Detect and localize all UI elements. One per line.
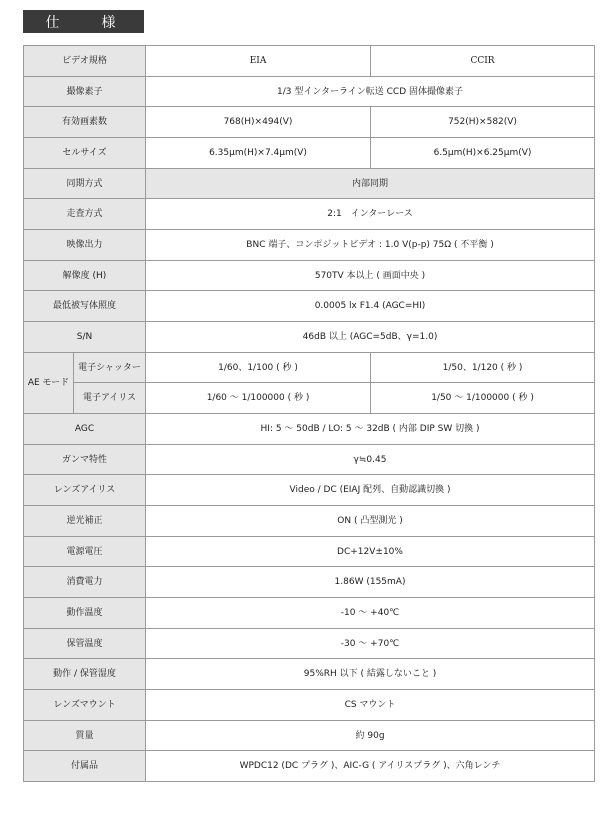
row-value-gamma: γ≒0.45 bbox=[146, 445, 595, 475]
table-row bbox=[24, 107, 595, 138]
row-label-lens-iris: レンズアイリス bbox=[24, 475, 146, 506]
row-label-cell: セルサイズ bbox=[24, 138, 146, 169]
row-value-cell-ccir: 6.5μm(H)×6.25μm(V) bbox=[371, 138, 595, 169]
row-label-accessories: 付属品 bbox=[24, 751, 146, 782]
row-value-agc: HI: 5 ～ 50dB / LO: 5 ～ 32dB ( 内部 DIP SW 切換 ) bbox=[146, 414, 595, 445]
row-label-sync: 同期方式 bbox=[24, 169, 146, 199]
table-row bbox=[24, 475, 595, 506]
row-label-gamma: ガンマ特性 bbox=[24, 445, 146, 475]
row-label-iris: 電子アイリス bbox=[74, 383, 146, 414]
row-value-cell-eia: 6.35μm(H)×7.4μm(V) bbox=[146, 138, 371, 169]
row-label-blc: 逆光補正 bbox=[24, 506, 146, 537]
table-row bbox=[24, 261, 595, 291]
row-label-scan: 走査方式 bbox=[24, 199, 146, 230]
row-label-voltage: 電源電圧 bbox=[24, 537, 146, 567]
spec-table bbox=[23, 45, 595, 782]
row-value-lens-iris: Video / DC (EIAJ 配列、自動認識切換 ) bbox=[146, 475, 595, 506]
table-row bbox=[24, 199, 595, 230]
row-value-humidity: 95%RH 以下 ( 結露しないこと ) bbox=[146, 659, 595, 690]
row-value-sensor: 1/3 型インターライン転送 CCD 固体撮像素子 bbox=[146, 77, 595, 107]
table-row bbox=[24, 659, 595, 690]
row-label-min-illumination: 最低被写体照度 bbox=[24, 291, 146, 322]
row-value-accessories: WPDC12 (DC プラグ )、AIC-G ( アイリスプラグ )、六角レンチ bbox=[146, 751, 595, 782]
row-value-sync: 内部同期 bbox=[146, 169, 595, 199]
table-row bbox=[24, 567, 595, 598]
row-value-pixels-eia: 768(H)×494(V) bbox=[146, 107, 371, 138]
header-eia: EIA bbox=[146, 46, 371, 77]
row-value-sn: 46dB 以上 (AGC=5dB、γ=1.0) bbox=[146, 322, 595, 353]
row-value-shutter-ccir: 1/50、1/120 ( 秒 ) bbox=[371, 353, 595, 383]
table-row bbox=[24, 291, 595, 322]
table-row bbox=[24, 169, 595, 199]
row-label-shutter: 電子シャッター bbox=[74, 353, 146, 383]
row-label-video-out: 映像出力 bbox=[24, 230, 146, 261]
row-value-resolution: 570TV 本以上 ( 画面中央 ) bbox=[146, 261, 595, 291]
row-value-video-out: BNC 端子、コンポジットビデオ : 1.0 V(p-p) 75Ω ( 不平衡 ) bbox=[146, 230, 595, 261]
header-ccir: CCIR bbox=[371, 46, 595, 77]
row-label-video-standard: ビデオ規格 bbox=[24, 46, 146, 77]
row-label-lens-mount: レンズマウント bbox=[24, 690, 146, 721]
table-row bbox=[24, 629, 595, 659]
section-title: 仕 様 bbox=[23, 10, 144, 33]
row-value-weight: 約 90g bbox=[146, 721, 595, 751]
row-label-ae-mode: AE モード bbox=[24, 353, 74, 414]
row-label-resolution: 解像度 (H) bbox=[24, 261, 146, 291]
row-value-op-temp: -10 ～ +40℃ bbox=[146, 598, 595, 629]
table-row bbox=[24, 353, 595, 383]
row-value-lens-mount: CS マウント bbox=[146, 690, 595, 721]
row-label-sn: S/N bbox=[24, 322, 146, 353]
row-label-weight: 質量 bbox=[24, 721, 146, 751]
table-row bbox=[24, 445, 595, 475]
table-row bbox=[24, 598, 595, 629]
table-row bbox=[24, 322, 595, 353]
table-row bbox=[24, 230, 595, 261]
row-value-min-illumination: 0.0005 lx F1.4 (AGC=HI) bbox=[146, 291, 595, 322]
row-value-storage-temp: -30 ～ +70℃ bbox=[146, 629, 595, 659]
row-value-blc: ON ( 凸型測光 ) bbox=[146, 506, 595, 537]
row-label-storage-temp: 保管温度 bbox=[24, 629, 146, 659]
row-label-pixels: 有効画素数 bbox=[24, 107, 146, 138]
table-row bbox=[24, 414, 595, 445]
row-label-op-temp: 動作温度 bbox=[24, 598, 146, 629]
table-row bbox=[24, 383, 595, 414]
row-value-iris-eia: 1/60 ～ 1/100000 ( 秒 ) bbox=[146, 383, 371, 414]
row-label-humidity: 動作 / 保管湿度 bbox=[24, 659, 146, 690]
table-row bbox=[24, 537, 595, 567]
row-value-pixels-ccir: 752(H)×582(V) bbox=[371, 107, 595, 138]
row-value-iris-ccir: 1/50 ～ 1/100000 ( 秒 ) bbox=[371, 383, 595, 414]
table-row bbox=[24, 46, 595, 77]
table-row bbox=[24, 77, 595, 107]
row-label-agc: AGC bbox=[24, 414, 146, 445]
row-label-sensor: 撮像素子 bbox=[24, 77, 146, 107]
row-value-scan: 2:1 インターレース bbox=[146, 199, 595, 230]
table-row bbox=[24, 751, 595, 782]
row-label-power: 消費電力 bbox=[24, 567, 146, 598]
row-value-power: 1.86W (155mA) bbox=[146, 567, 595, 598]
table-row bbox=[24, 690, 595, 721]
table-row bbox=[24, 721, 595, 751]
table-row bbox=[24, 506, 595, 537]
row-value-voltage: DC+12V±10% bbox=[146, 537, 595, 567]
table-row bbox=[24, 138, 595, 169]
row-value-shutter-eia: 1/60、1/100 ( 秒 ) bbox=[146, 353, 371, 383]
